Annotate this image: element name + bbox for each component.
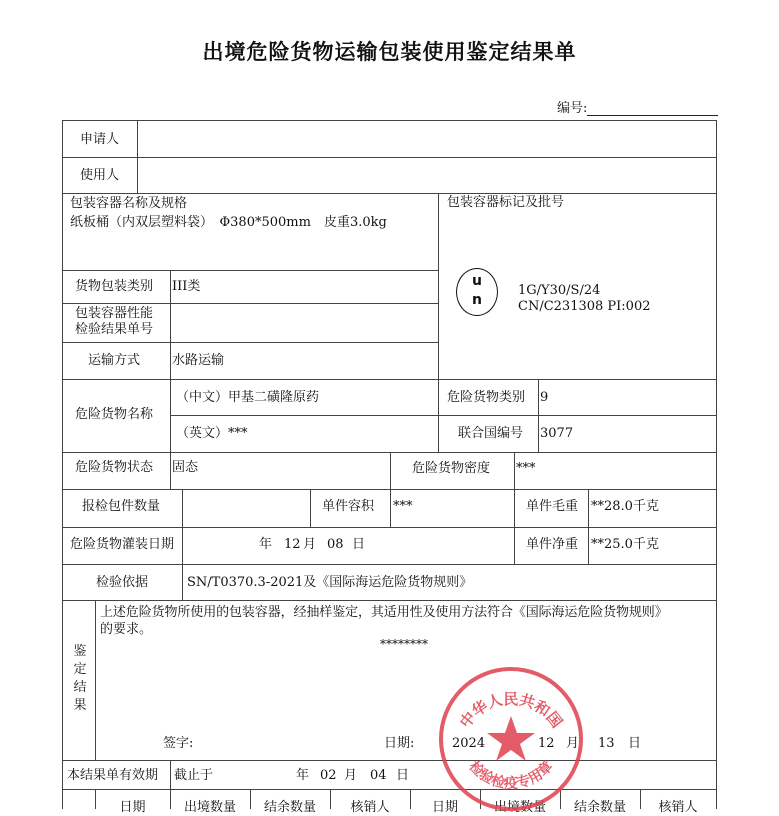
un-logo-icon: [456, 268, 498, 316]
package-class-value: III类: [172, 279, 201, 294]
goods-state-label: 危险货物状态: [75, 460, 154, 475]
footer-header: 出境数量: [493, 800, 546, 815]
conclusion-label-char: 定: [73, 662, 87, 677]
seal-top-text: 中华人民共和国: [456, 689, 566, 732]
conclusion-label-char: 果: [73, 698, 87, 713]
conclusion-label-char: 鉴: [73, 644, 87, 659]
footer-header: 日期: [119, 800, 146, 815]
container-mark-line1: 1G/Y30/S/24: [518, 283, 601, 298]
official-seal-stamp: [436, 664, 586, 814]
container-mark-label: 包装容器标记及批号: [447, 195, 565, 210]
goods-name-cn: （中文）甲基二磺隆原药: [176, 390, 320, 405]
container-name-label: 包装容器名称及规格: [70, 196, 188, 211]
un-logo-bottom: n: [472, 292, 482, 308]
perf-result-label-line2: 检验结果单号: [75, 322, 154, 337]
container-mark-line2: CN/C231308 PI:002: [518, 299, 651, 314]
qty-label: 报检包件数量: [82, 499, 161, 514]
transport-value: 水路运输: [172, 353, 225, 368]
cert-number-label: 编号:: [557, 101, 588, 116]
basis-label: 检验依据: [96, 575, 149, 590]
footer-header: 核销人: [350, 800, 390, 815]
cert-number-underline: [587, 115, 718, 116]
conclusion-date-day-unit: 日: [628, 736, 642, 751]
footer-header: 结余数量: [573, 800, 626, 815]
fill-date-day-unit: 日: [352, 537, 366, 552]
conclusion-date-month-unit: 月: [566, 736, 580, 751]
validity-prefix: 截止于: [174, 768, 214, 783]
goods-class-label: 危险货物类别: [447, 390, 526, 405]
goods-density-label: 危险货物密度: [412, 461, 491, 476]
validity-day: 04: [370, 768, 387, 783]
validity-month: 02: [320, 768, 337, 783]
document-title: 出境危险货物运输包装使用鉴定结果单: [202, 40, 577, 64]
conclusion-date-day: 13: [598, 736, 615, 751]
seal-bottom-text: 检验检疫专用章: [465, 758, 557, 792]
un-logo-top: u: [472, 273, 482, 289]
conclusion-text-line2: 的要求。: [100, 622, 153, 637]
goods-name-en: （英文）***: [176, 426, 248, 441]
conclusion-date-month: 12: [538, 736, 555, 751]
unit-net-value: **25.0千克: [591, 537, 659, 552]
goods-name-label: 危险货物名称: [75, 407, 154, 422]
fill-date-month: 12: [284, 537, 301, 552]
un-number-value: 3077: [540, 426, 574, 441]
conclusion-label: [72, 643, 88, 715]
user-label: 使用人: [80, 168, 120, 183]
unit-gross-label: 单件毛重: [526, 499, 579, 514]
seal-star-icon: [487, 716, 535, 761]
fill-date-day: 08: [327, 537, 344, 552]
footer-header: 日期: [431, 800, 458, 815]
validity-year-unit: 年: [296, 768, 310, 783]
fill-date-month-unit: 月: [303, 537, 317, 552]
conclusion-label-char: 结: [73, 680, 87, 695]
unit-volume-value: ***: [393, 499, 413, 514]
unit-gross-value: **28.0千克: [591, 499, 659, 514]
conclusion-date-year: 2024: [452, 736, 486, 751]
container-name-value: 纸板桶（内双层塑料袋） Φ380*500mm 皮重3.0kg: [70, 215, 387, 230]
goods-class-value: 9: [540, 390, 549, 405]
goods-state-value: 固态: [172, 460, 199, 475]
conclusion-stars: ********: [380, 637, 428, 651]
validity-day-unit: 日: [396, 768, 410, 783]
un-number-label: 联合国编号: [458, 426, 524, 441]
perf-result-label-line1: 包装容器性能: [75, 306, 154, 321]
unit-net-label: 单件净重: [526, 537, 579, 552]
fill-date-label: 危险货物灌装日期: [70, 537, 175, 552]
transport-label: 运输方式: [88, 353, 141, 368]
package-class-label: 货物包装类别: [75, 279, 154, 294]
applicant-label: 申请人: [80, 132, 120, 147]
validity-label: 本结果单有效期: [67, 768, 159, 783]
fill-date-year-unit: 年: [259, 537, 273, 552]
conclusion-text-line1: 上述危险货物所使用的包装容器，经抽样鉴定，其适用性及使用方法符合《国际海运危险货物规则》: [100, 605, 668, 620]
validity-month-unit: 月: [344, 768, 358, 783]
signature-label: 签字:: [163, 736, 194, 751]
conclusion-date-label: 日期:: [384, 736, 415, 751]
footer-header: 出境数量: [183, 800, 236, 815]
footer-header: 结余数量: [263, 800, 316, 815]
basis-value: SN/T0370.3-2021及《国际海运危险货物规则》: [187, 575, 473, 590]
footer-header: 核销人: [658, 800, 698, 815]
goods-density-value: ***: [516, 461, 536, 476]
unit-volume-label: 单件容积: [322, 499, 375, 514]
